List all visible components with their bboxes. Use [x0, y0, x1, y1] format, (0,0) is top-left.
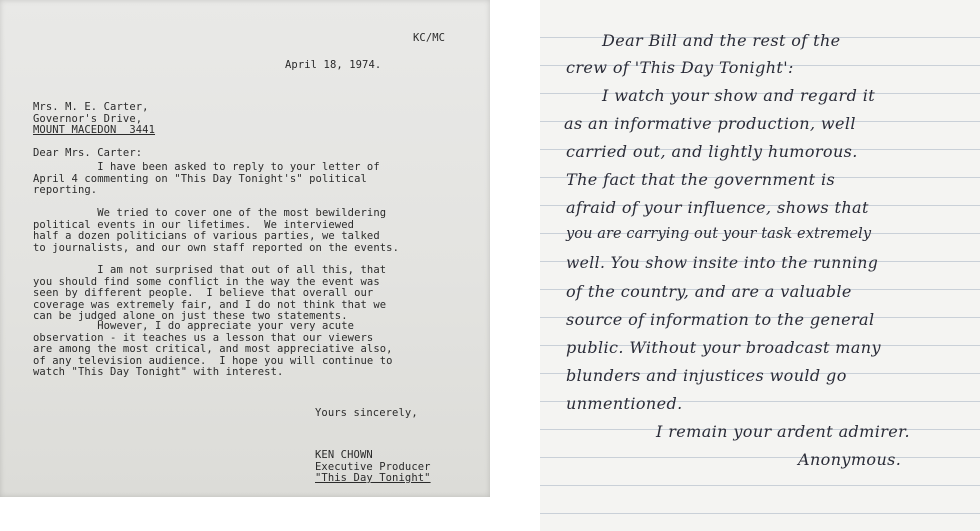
typed-letter	[0, 0, 490, 497]
handwritten-line: of the country, and are a valuable	[566, 282, 852, 301]
handwritten-line: I watch your show and regard it	[602, 86, 876, 105]
handwritten-line: blunders and injustices would go	[566, 366, 847, 385]
paragraph-2: We tried to cover one of the most bewildering political events in our lifetimes. We interviewed half a dozen politicians of various parties, we talked to journalists, and our own staff reported on the events.	[33, 207, 400, 254]
handwritten-letter	[540, 0, 980, 531]
handwritten-line: well. You show insite into the running	[566, 254, 879, 272]
handwritten-line: afraid of your influence, shows that	[566, 198, 869, 217]
handwritten-signoff: Anonymous.	[798, 450, 902, 469]
signature-name: KEN CHOWN	[315, 449, 373, 461]
signature-block	[315, 450, 431, 485]
paragraph-3: I am not surprised that out of all this, that you should find some conflict in the way the event was seen by different people. I believe that overall our coverage was extremely fair, and I do not think that we can be judged alone on just these two statements.	[33, 264, 387, 322]
handwritten-line: I remain your ardent admirer.	[656, 422, 910, 441]
letter-date: April 18, 1974.	[285, 59, 382, 71]
handwritten-line: public. Without your broadcast many	[566, 338, 881, 357]
handwritten-line: Dear Bill and the rest of the	[602, 31, 841, 50]
paragraph-1: I have been asked to reply to your letter of April 4 commenting on "This Day Tonight's" political reporting.	[33, 161, 380, 196]
address-line-3: MOUNT MACEDON 3441	[33, 124, 156, 136]
handwritten-line: as an informative production, well	[564, 114, 856, 133]
handwritten-line: unmentioned.	[566, 394, 683, 413]
closing: Yours sincerely,	[315, 407, 418, 419]
handwritten-line: you are carrying out your task extremely	[566, 226, 872, 242]
handwritten-line: The fact that the government is	[566, 170, 836, 189]
handwritten-line: carried out, and lightly humorous.	[566, 142, 858, 161]
reference-code: KC/MC	[413, 32, 446, 44]
handwritten-line: crew of 'This Day Tonight':	[566, 58, 794, 77]
paragraph-4: However, I do appreciate your very acute observation - it teaches us a lesson that our viewers are among the most critical, and most appreciative also, of any television audience. I hope you will continue to watch "This Day Tonight" with interest.	[33, 320, 393, 378]
address-line-1: Mrs. M. E. Carter,	[33, 101, 149, 113]
address-line-2: Governor's Drive,	[33, 112, 143, 125]
signature-program: "This Day Tonight"	[315, 472, 431, 484]
salutation: Dear Mrs. Carter:	[33, 147, 143, 159]
recipient-address	[33, 102, 155, 137]
signature-title: Executive Producer	[315, 460, 431, 473]
handwritten-line: source of information to the general	[566, 310, 875, 329]
